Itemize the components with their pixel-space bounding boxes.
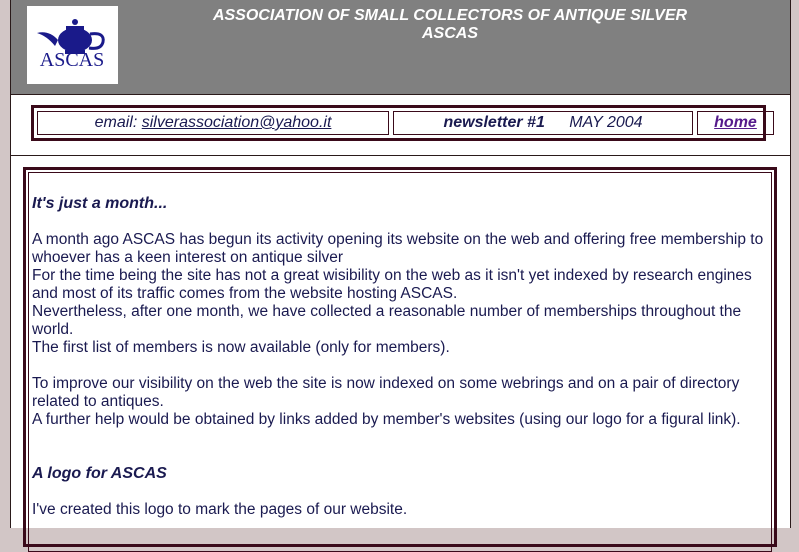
home-cell bbox=[697, 111, 774, 135]
newsletter-date: MAY 2004 bbox=[569, 114, 643, 131]
teapot-icon bbox=[27, 6, 118, 84]
paragraph: A further help would be obtained by links added by member's websites (using our logo for a figural link). bbox=[32, 411, 741, 428]
paragraph: For the time being the site has not a great wisibility on the web as it isn't yet indexed by research engines and most of its traffic comes from the website hosting ASCAS. bbox=[32, 267, 752, 302]
paragraph: Nevertheless, after one month, we have collected a reasonable number of memberships throughout the world. bbox=[32, 303, 742, 338]
paragraph: I've created this logo to mark the pages of our website. bbox=[32, 501, 408, 518]
email-label: email: bbox=[94, 114, 138, 131]
email-link[interactable]: silverassociation@yahoo.it bbox=[141, 114, 332, 131]
section-title-logo: A logo for ASCAS bbox=[32, 465, 167, 482]
newsletter-cell bbox=[393, 111, 693, 135]
paragraph: A month ago ASCAS has begun its activity opening its website on the web and offering free membership to whoever has a keen interest on antique silver bbox=[32, 231, 764, 266]
paragraph: The first list of members is now available (only for members). bbox=[32, 339, 450, 356]
newsletter-label: newsletter #1 bbox=[443, 114, 545, 131]
logo-text: ASCAS bbox=[39, 49, 105, 71]
ascas-logo[interactable] bbox=[27, 6, 118, 84]
site-title: ASSOCIATION OF SMALL COLLECTORS OF ANTIQUE SILVER bbox=[212, 7, 688, 24]
site-acronym: ASCAS bbox=[421, 25, 478, 42]
email-cell bbox=[37, 111, 389, 135]
nav-area bbox=[10, 95, 791, 156]
paragraph: To improve our visibility on the web the site is now indexed on some webrings and on a pair of directory related to antiques. bbox=[32, 375, 740, 410]
section-title-month: It's just a month... bbox=[32, 195, 168, 212]
newsletter-body bbox=[32, 195, 767, 519]
home-link[interactable]: home bbox=[714, 114, 757, 131]
nav-table bbox=[31, 105, 766, 141]
